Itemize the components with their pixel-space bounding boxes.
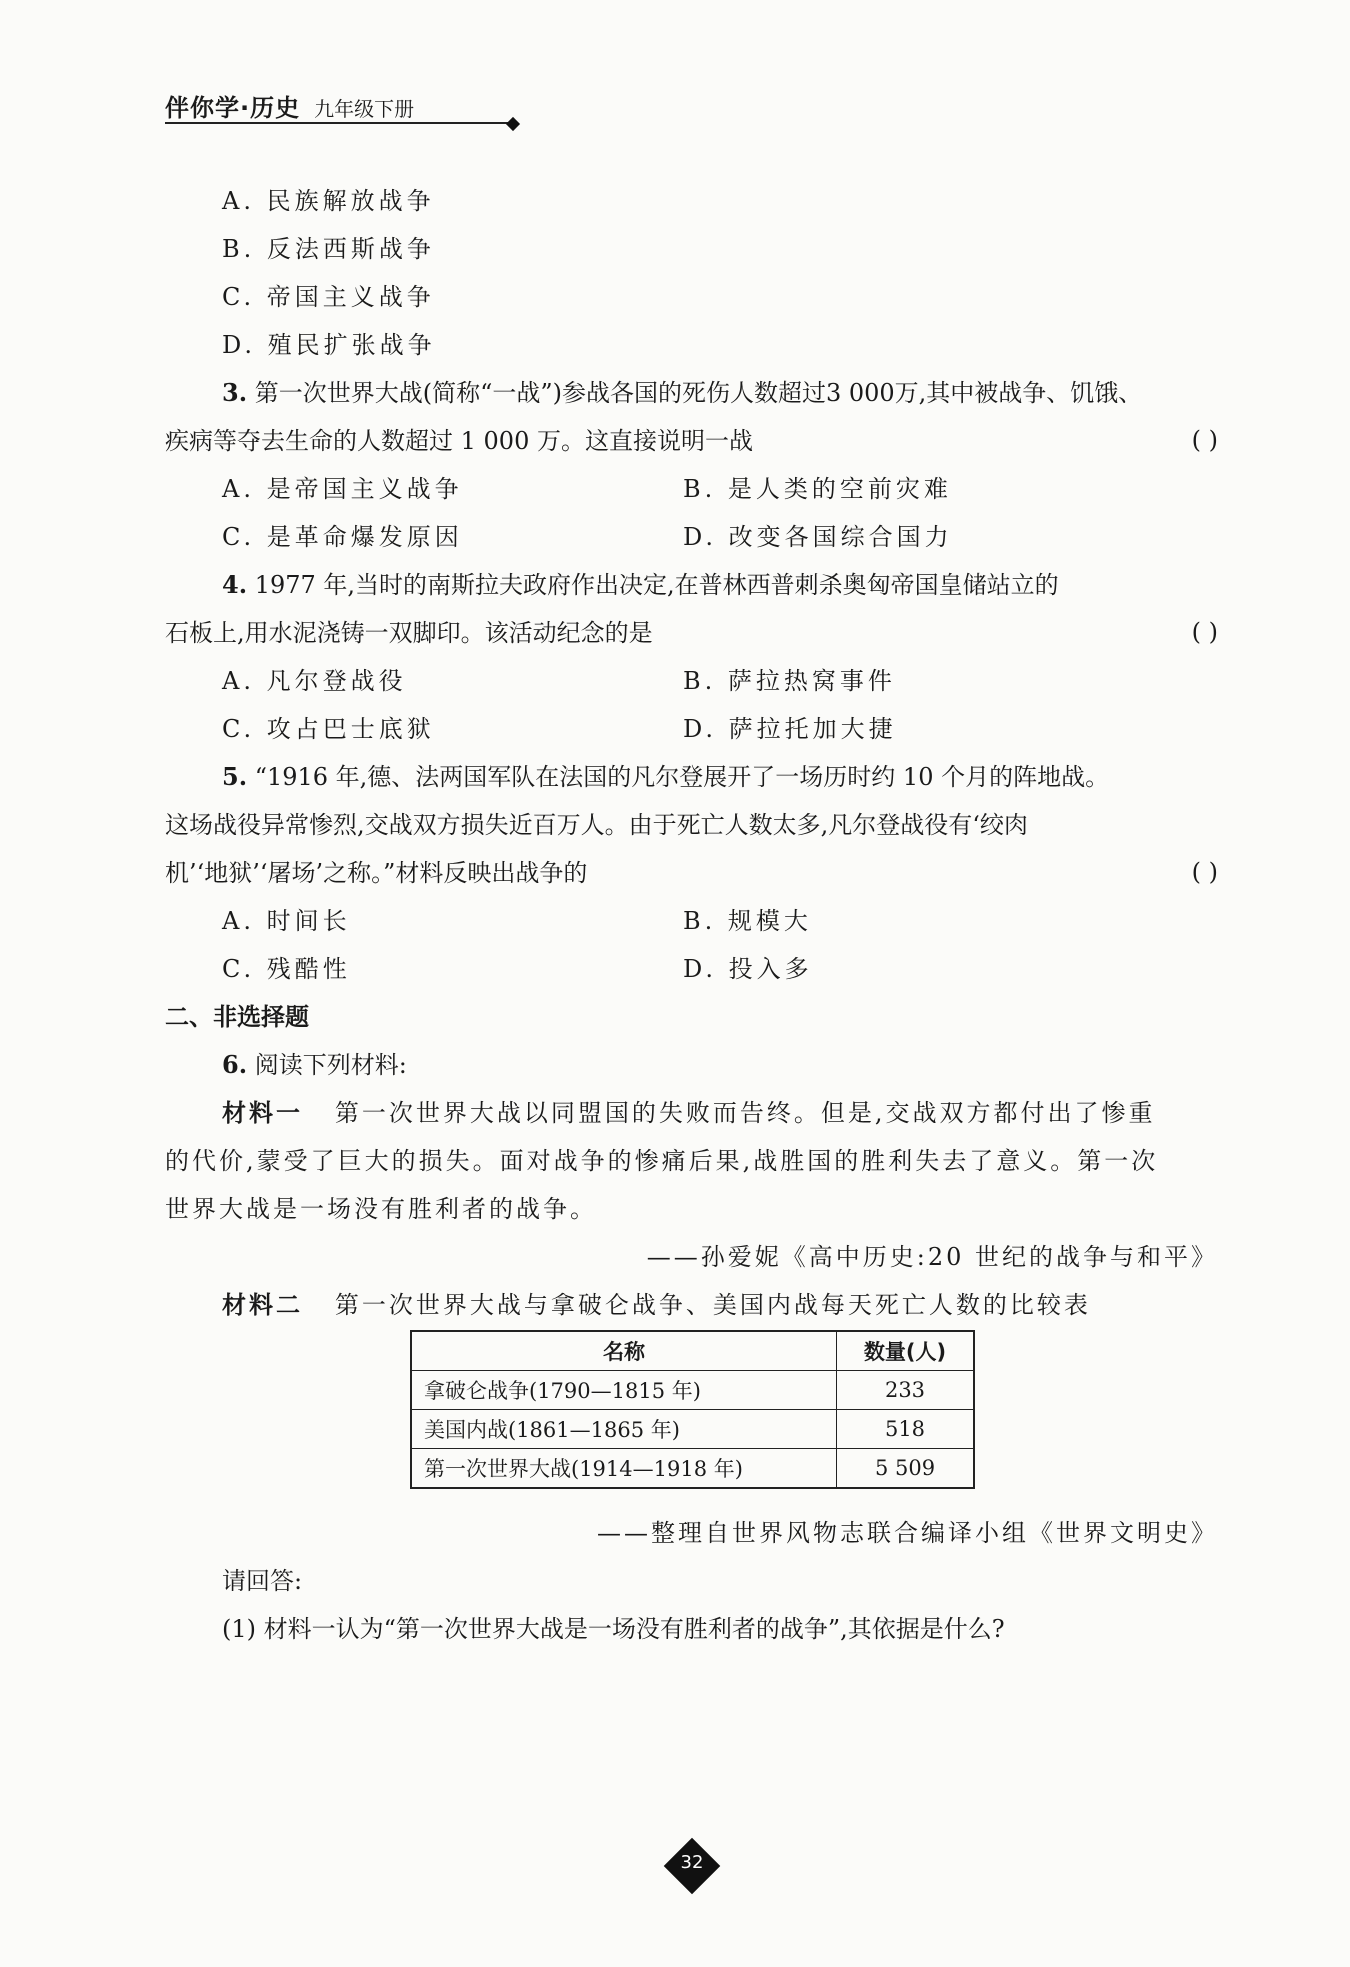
material2-label: 材料二 [222, 1291, 303, 1319]
q2-option-a: A. 民族解放战争 [222, 187, 435, 215]
q3-text-line1: 第一次世界大战(简称“一战”)参战各国的死伤人数超过3 000万,其中被战争、饥饿、 [254, 379, 1143, 407]
material1-line1 [222, 1098, 1156, 1128]
q3-answer-blank: ( ) [1191, 426, 1218, 454]
table-cell-count: 518 [837, 1410, 975, 1449]
material2-line [222, 1290, 1091, 1320]
material2-source: ——整理自世界风物志联合编译小组《世界文明史》 [597, 1519, 1218, 1547]
q5-option-a: A. 时间长 [222, 907, 351, 935]
table-cell-name: 美国内战(1861—1865 年) [411, 1410, 837, 1449]
table-row [411, 1410, 974, 1449]
q3-option-d: D. 改变各国综合国力 [683, 523, 953, 551]
q5-option-c: C. 残酷性 [222, 955, 351, 983]
q6-intro-text: 阅读下列材料: [254, 1051, 407, 1079]
q5-option-d: D. 投入多 [683, 955, 813, 983]
q5-answer-blank: ( ) [1191, 858, 1218, 886]
table-cell-count: 5 509 [837, 1449, 975, 1489]
table-row [411, 1449, 974, 1489]
table-header-row [411, 1331, 974, 1371]
q3-text-line2: 疾病等夺去生命的人数超过 1 000 万。这直接说明一战 [165, 427, 753, 455]
table-header-name: 名称 [411, 1331, 837, 1371]
q5-number: 5. [222, 762, 248, 791]
table-row [411, 1371, 974, 1410]
q4-option-d: D. 萨拉托加大捷 [683, 715, 897, 743]
answer-prompt: 请回答: [222, 1567, 303, 1595]
sub-question-1: (1) 材料一认为“第一次世界大战是一场没有胜利者的战争”,其依据是什么? [222, 1615, 1005, 1643]
q4-option-c: C. 攻占巴士底狱 [222, 715, 435, 743]
q3-stem-line1 [222, 378, 1142, 408]
q4-text-line2: 石板上,用水泥浇铸一双脚印。该活动纪念的是 [165, 619, 653, 647]
table-cell-name: 第一次世界大战(1914—1918 年) [411, 1449, 837, 1489]
q2-option-b: B. 反法西斯战争 [222, 235, 435, 263]
q4-text-line1: 1977 年,当时的南斯拉夫政府作出决定,在普林西普刺杀奥匈帝国皇储站立的 [254, 571, 1059, 599]
q2-option-d: D. 殖民扩张战争 [222, 331, 436, 359]
material1-source: ——孙爱妮《高中历史:20 世纪的战争与和平》 [646, 1243, 1218, 1271]
q4-number: 4. [222, 570, 248, 599]
q4-option-a: A. 凡尔登战役 [222, 667, 407, 695]
page-number: 32 [680, 1852, 704, 1873]
table-cell-count: 233 [837, 1371, 975, 1410]
q4-stem-line1 [222, 570, 1059, 600]
q5-text-line1: “1916 年,德、法两国军队在法国的凡尔登展开了一场历时约 10 个月的阵地战。 [254, 763, 1110, 791]
q4-answer-blank: ( ) [1191, 618, 1218, 646]
q2-option-c: C. 帝国主义战争 [222, 283, 435, 311]
q6-number: 6. [222, 1050, 248, 1079]
page-header [165, 88, 510, 124]
q3-number: 3. [222, 378, 248, 407]
comparison-table [410, 1330, 975, 1489]
header-diamond-icon [506, 117, 520, 131]
table-cell-name: 拿破仑战争(1790—1815 年) [411, 1371, 837, 1410]
section-heading: 二、非选择题 [165, 1003, 309, 1031]
material1-text-line2: 的代价,蒙受了巨大的损失。面对战争的惨痛后果,战胜国的胜利失去了意义。第一次 [165, 1147, 1159, 1175]
header-brand: 伴你学·历史 [165, 94, 301, 122]
q5-option-b: B. 规模大 [683, 907, 812, 935]
q4-option-b: B. 萨拉热窝事件 [683, 667, 896, 695]
q5-text-line3: 机’‘地狱’‘屠场’之称。”材料反映出战争的 [165, 859, 588, 887]
q5-stem-line1 [222, 762, 1109, 792]
table-header-count: 数量(人) [837, 1331, 975, 1371]
q3-option-c: C. 是革命爆发原因 [222, 523, 463, 551]
material1-text-line1: 第一次世界大战以同盟国的失败而告终。但是,交战双方都付出了惨重 [334, 1099, 1156, 1127]
q3-option-a: A. 是帝国主义战争 [222, 475, 463, 503]
q3-option-b: B. 是人类的空前灾难 [683, 475, 952, 503]
header-subtitle: 九年级下册 [314, 97, 415, 121]
q5-text-line2: 这场战役异常惨烈,交战双方损失近百万人。由于死亡人数太多,凡尔登战役有‘绞肉 [165, 811, 1028, 839]
material1-text-line3: 世界大战是一场没有胜利者的战争。 [165, 1195, 597, 1223]
q6-intro [222, 1050, 407, 1080]
material1-label: 材料一 [222, 1099, 303, 1127]
material2-text: 第一次世界大战与拿破仑战争、美国内战每天死亡人数的比较表 [334, 1291, 1091, 1319]
